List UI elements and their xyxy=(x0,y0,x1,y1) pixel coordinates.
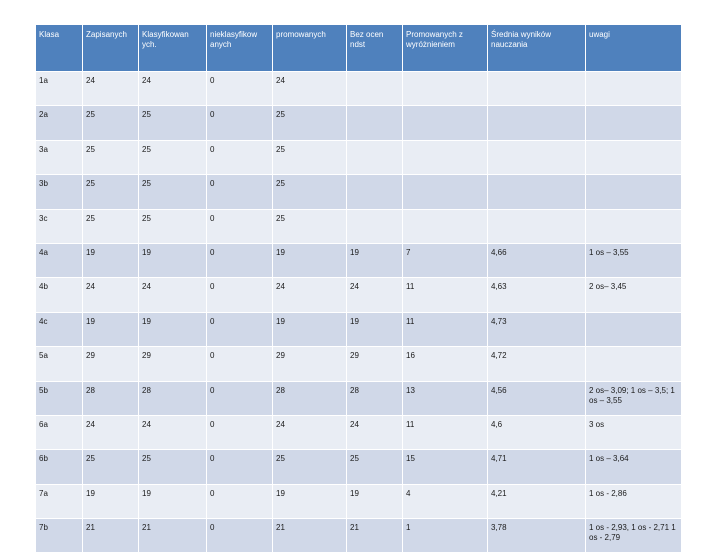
klasyfikowanych-cell: 24 xyxy=(139,72,207,106)
promowanych-cell: 25 xyxy=(273,209,347,243)
nieklasyfikowanych-cell: 0 xyxy=(207,175,273,209)
klasa-cell: 3a xyxy=(36,140,83,174)
table-row xyxy=(36,519,682,553)
klasyfikowanych-cell: 25 xyxy=(139,140,207,174)
wyroznienie-cell: 11 xyxy=(403,312,488,346)
zapisanych-cell: 19 xyxy=(83,312,139,346)
promowanych-cell: 19 xyxy=(273,243,347,277)
bez-ocen-ndst-cell: 24 xyxy=(347,278,403,312)
bez-ocen-ndst-cell xyxy=(347,209,403,243)
wyroznienie-cell: 4 xyxy=(403,484,488,518)
table-row xyxy=(36,106,682,140)
table-row xyxy=(36,484,682,518)
uwagi-cell: 1 os – 3,64 xyxy=(586,450,682,484)
nieklasyfikowanych-cell: 0 xyxy=(207,312,273,346)
uwagi-cell xyxy=(586,72,682,106)
promowanych-cell: 25 xyxy=(273,140,347,174)
zapisanych-cell: 21 xyxy=(83,519,139,553)
wyroznienie-cell: 11 xyxy=(403,415,488,449)
wyroznienie-cell xyxy=(403,175,488,209)
promowanych-cell: 19 xyxy=(273,484,347,518)
klasa-cell: 6a xyxy=(36,415,83,449)
srednia-cell xyxy=(488,209,586,243)
table-row xyxy=(36,278,682,312)
nieklasyfikowanych-cell: 0 xyxy=(207,484,273,518)
klasyfikowanych-cell: 24 xyxy=(139,415,207,449)
promowanych-cell: 24 xyxy=(273,415,347,449)
nieklasyfikowanych-cell: 0 xyxy=(207,450,273,484)
klasyfikowanych-cell: 19 xyxy=(139,312,207,346)
nieklasyfikowanych-cell: 0 xyxy=(207,278,273,312)
zapisanych-cell: 19 xyxy=(83,243,139,277)
header-uwagi: uwagi xyxy=(586,25,682,72)
uwagi-cell: 2 os– 3,09; 1 os – 3,5; 1 os – 3,55 xyxy=(586,381,682,415)
klasa-cell: 3b xyxy=(36,175,83,209)
nieklasyfikowanych-cell: 0 xyxy=(207,106,273,140)
uwagi-cell: 3 os xyxy=(586,415,682,449)
wyroznienie-cell: 11 xyxy=(403,278,488,312)
table-body xyxy=(36,72,682,553)
uwagi-cell: 1 os - 2,86 xyxy=(586,484,682,518)
bez-ocen-ndst-cell xyxy=(347,140,403,174)
nieklasyfikowanych-cell: 0 xyxy=(207,415,273,449)
uwagi-cell xyxy=(586,175,682,209)
klasyfikowanych-cell: 21 xyxy=(139,519,207,553)
srednia-cell: 4,72 xyxy=(488,347,586,381)
nieklasyfikowanych-cell: 0 xyxy=(207,209,273,243)
klasa-cell: 5b xyxy=(36,381,83,415)
zapisanych-cell: 24 xyxy=(83,415,139,449)
bez-ocen-ndst-cell: 25 xyxy=(347,450,403,484)
klasa-cell: 4c xyxy=(36,312,83,346)
uwagi-cell xyxy=(586,106,682,140)
header-nieklasyfikowanych: nieklasyfikow anych xyxy=(207,25,273,72)
header-zapisanych: Zapisanych xyxy=(83,25,139,72)
table-row xyxy=(36,312,682,346)
klasa-cell: 4a xyxy=(36,243,83,277)
klasyfikowanych-cell: 25 xyxy=(139,106,207,140)
zapisanych-cell: 29 xyxy=(83,347,139,381)
klasyfikowanych-cell: 19 xyxy=(139,484,207,518)
klasa-cell: 4b xyxy=(36,278,83,312)
uwagi-cell xyxy=(586,209,682,243)
uwagi-cell xyxy=(586,347,682,381)
zapisanych-cell: 25 xyxy=(83,450,139,484)
bez-ocen-ndst-cell: 21 xyxy=(347,519,403,553)
srednia-cell xyxy=(488,140,586,174)
klasyfikowanych-cell: 29 xyxy=(139,347,207,381)
srednia-cell: 4,66 xyxy=(488,243,586,277)
bez-ocen-ndst-cell xyxy=(347,175,403,209)
table-row xyxy=(36,209,682,243)
table-row xyxy=(36,140,682,174)
wyroznienie-cell: 13 xyxy=(403,381,488,415)
table-row xyxy=(36,381,682,415)
wyroznienie-cell: 15 xyxy=(403,450,488,484)
bez-ocen-ndst-cell: 19 xyxy=(347,484,403,518)
class-results-table xyxy=(35,24,682,553)
bez-ocen-ndst-cell: 19 xyxy=(347,312,403,346)
table-row xyxy=(36,243,682,277)
nieklasyfikowanych-cell: 0 xyxy=(207,519,273,553)
zapisanych-cell: 24 xyxy=(83,278,139,312)
header-bez-ocen-ndst: Bez ocen ndst xyxy=(347,25,403,72)
table-row xyxy=(36,175,682,209)
bez-ocen-ndst-cell xyxy=(347,106,403,140)
srednia-cell xyxy=(488,106,586,140)
srednia-cell: 4,73 xyxy=(488,312,586,346)
promowanych-cell: 19 xyxy=(273,312,347,346)
klasa-cell: 5a xyxy=(36,347,83,381)
bez-ocen-ndst-cell xyxy=(347,72,403,106)
klasa-cell: 7a xyxy=(36,484,83,518)
header-klasa: Klasa xyxy=(36,25,83,72)
promowanych-cell: 29 xyxy=(273,347,347,381)
promowanych-cell: 24 xyxy=(273,72,347,106)
promowanych-cell: 25 xyxy=(273,106,347,140)
uwagi-cell: 1 os - 2,93, 1 os - 2,71 1 os - 2,79 xyxy=(586,519,682,553)
klasyfikowanych-cell: 25 xyxy=(139,209,207,243)
wyroznienie-cell xyxy=(403,209,488,243)
zapisanych-cell: 25 xyxy=(83,209,139,243)
srednia-cell: 4,71 xyxy=(488,450,586,484)
table-row xyxy=(36,450,682,484)
promowanych-cell: 28 xyxy=(273,381,347,415)
nieklasyfikowanych-cell: 0 xyxy=(207,243,273,277)
promowanych-cell: 25 xyxy=(273,175,347,209)
nieklasyfikowanych-cell: 0 xyxy=(207,72,273,106)
bez-ocen-ndst-cell: 28 xyxy=(347,381,403,415)
srednia-cell: 4,21 xyxy=(488,484,586,518)
srednia-cell: 3,78 xyxy=(488,519,586,553)
wyroznienie-cell: 16 xyxy=(403,347,488,381)
nieklasyfikowanych-cell: 0 xyxy=(207,381,273,415)
uwagi-cell xyxy=(586,312,682,346)
table-row xyxy=(36,72,682,106)
zapisanych-cell: 25 xyxy=(83,140,139,174)
wyroznienie-cell: 7 xyxy=(403,243,488,277)
klasa-cell: 6b xyxy=(36,450,83,484)
uwagi-cell xyxy=(586,140,682,174)
klasyfikowanych-cell: 19 xyxy=(139,243,207,277)
promowanych-cell: 25 xyxy=(273,450,347,484)
srednia-cell: 4,56 xyxy=(488,381,586,415)
promowanych-cell: 21 xyxy=(273,519,347,553)
zapisanych-cell: 19 xyxy=(83,484,139,518)
srednia-cell xyxy=(488,72,586,106)
zapisanych-cell: 28 xyxy=(83,381,139,415)
bez-ocen-ndst-cell: 24 xyxy=(347,415,403,449)
klasa-cell: 2a xyxy=(36,106,83,140)
nieklasyfikowanych-cell: 0 xyxy=(207,140,273,174)
klasyfikowanych-cell: 25 xyxy=(139,450,207,484)
klasa-cell: 3c xyxy=(36,209,83,243)
wyroznienie-cell xyxy=(403,106,488,140)
table-row xyxy=(36,347,682,381)
wyroznienie-cell xyxy=(403,72,488,106)
nieklasyfikowanych-cell: 0 xyxy=(207,347,273,381)
zapisanych-cell: 25 xyxy=(83,175,139,209)
header-klasyfikowanych: Klasyfikowan ych. xyxy=(139,25,207,72)
promowanych-cell: 24 xyxy=(273,278,347,312)
wyroznienie-cell xyxy=(403,140,488,174)
srednia-cell: 4,6 xyxy=(488,415,586,449)
bez-ocen-ndst-cell: 29 xyxy=(347,347,403,381)
uwagi-cell: 1 os – 3,55 xyxy=(586,243,682,277)
klasyfikowanych-cell: 25 xyxy=(139,175,207,209)
srednia-cell: 4,63 xyxy=(488,278,586,312)
zapisanych-cell: 25 xyxy=(83,106,139,140)
table-header-row xyxy=(36,25,682,72)
bez-ocen-ndst-cell: 19 xyxy=(347,243,403,277)
zapisanych-cell: 24 xyxy=(83,72,139,106)
klasa-cell: 7b xyxy=(36,519,83,553)
uwagi-cell: 2 os– 3,45 xyxy=(586,278,682,312)
header-promowanych-z-wyroznieniem: Promowanych z wyróżnieniem xyxy=(403,25,488,72)
srednia-cell xyxy=(488,175,586,209)
header-promowanych: promowanych xyxy=(273,25,347,72)
klasyfikowanych-cell: 28 xyxy=(139,381,207,415)
table-row xyxy=(36,415,682,449)
klasyfikowanych-cell: 24 xyxy=(139,278,207,312)
klasa-cell: 1a xyxy=(36,72,83,106)
header-srednia-wynikow: Średnia wyników nauczania xyxy=(488,25,586,72)
wyroznienie-cell: 1 xyxy=(403,519,488,553)
